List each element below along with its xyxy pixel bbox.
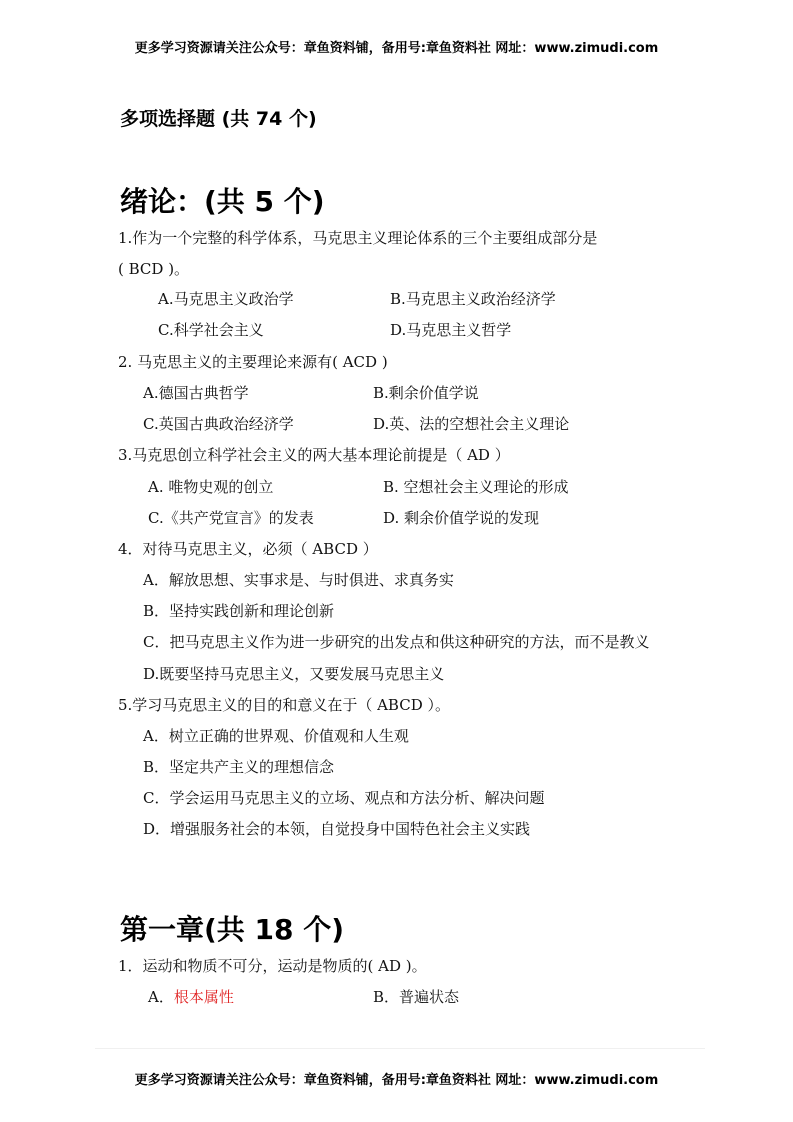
footer-divider	[95, 1048, 705, 1049]
intro-q1-line1: 1.作为一个完整的科学体系，马克思主义理论体系的三个主要组成部分是	[118, 229, 598, 247]
page-header: 更多学习资源请关注公众号：章鱼资料铺，备用号:章鱼资料社 网址：www.zimudi.com	[134, 41, 659, 56]
intro-q5-option-b: B．坚定共产主义的理想信念	[143, 758, 335, 776]
intro-q3-option-c: C.《共产党宣言》的发表	[148, 509, 314, 527]
intro-q5-answer: ABCD	[377, 696, 423, 714]
intro-q4-option-a: A．解放思想、实事求是、与时俱进、求真务实	[143, 571, 454, 589]
intro-q1-option-a: A.马克思主义政治学	[158, 290, 294, 308]
intro-q3-answer: AD	[467, 446, 490, 464]
intro-q2-answer: ACD	[342, 353, 378, 371]
chapter1-section-title: 第一章(共 18 个)	[120, 913, 345, 946]
intro-q2: 2. 马克思主义的主要理论来源有( ACD )	[118, 353, 388, 371]
intro-q4-option-c: C．把马克思主义作为进一步研究的出发点和供这种研究的方法，而不是教义	[143, 633, 650, 651]
intro-q5-option-c: C．学会运用马克思主义的立场、观点和方法分析、解决问题	[143, 789, 545, 807]
ch1-q1-option-b: B．普遍状态	[373, 988, 460, 1006]
ch1-q1: 1．运动和物质不可分，运动是物质的( AD )。	[118, 957, 427, 975]
intro-q4-answer: ABCD	[312, 540, 358, 558]
intro-q4: 4．对待马克思主义，必须（ ABCD ）	[118, 540, 378, 558]
ch1-q1-answer: AD	[378, 957, 402, 975]
intro-q1-line2: ( BCD )。	[118, 260, 190, 278]
page-footer: 更多学习资源请关注公众号：章鱼资料铺，备用号:章鱼资料社 网址：www.zimudi.com	[134, 1073, 659, 1088]
intro-q2-option-a: A.德国古典哲学	[143, 384, 249, 402]
intro-q2-option-b: B.剩余价值学说	[373, 384, 479, 402]
intro-q5-option-a: A．树立正确的世界观、价值观和人生观	[143, 727, 409, 745]
intro-q1-option-d: D.马克思主义哲学	[390, 321, 512, 339]
intro-q3: 3.马克思创立科学社会主义的两大基本理论前提是（ AD ）	[118, 446, 510, 464]
intro-q3-option-b: B. 空想社会主义理论的形成	[383, 478, 569, 496]
intro-q4-option-d: D.既要坚持马克思主义，又要发展马克思主义	[143, 665, 445, 683]
intro-q4-option-b: B．坚持实践创新和理论创新	[143, 602, 335, 620]
intro-q2-option-c: C.英国古典政治经济学	[143, 415, 294, 433]
ch1-q1-option-a-highlight: 根本属性	[173, 988, 234, 1006]
intro-q1-answer: BCD	[128, 260, 164, 278]
intro-q2-option-d: D.英、法的空想社会主义理论	[373, 415, 570, 433]
intro-q3-option-a: A. 唯物史观的创立	[148, 478, 274, 496]
ch1-q1-option-a: A．根本属性	[148, 988, 234, 1006]
intro-q5-option-d: D．增强服务社会的本领，自觉投身中国特色社会主义实践	[143, 820, 531, 838]
intro-q5: 5.学习马克思主义的目的和意义在于（ ABCD ）。	[118, 696, 451, 714]
intro-q1-option-b: B.马克思主义政治经济学	[390, 290, 556, 308]
multiple-choice-title: 多项选择题 (共 74 个)	[120, 108, 317, 130]
intro-q1-option-c: C.科学社会主义	[158, 321, 264, 339]
intro-section-title: 绪论：(共 5 个)	[120, 185, 325, 218]
intro-q3-option-d: D. 剩余价值学说的发现	[383, 509, 540, 527]
